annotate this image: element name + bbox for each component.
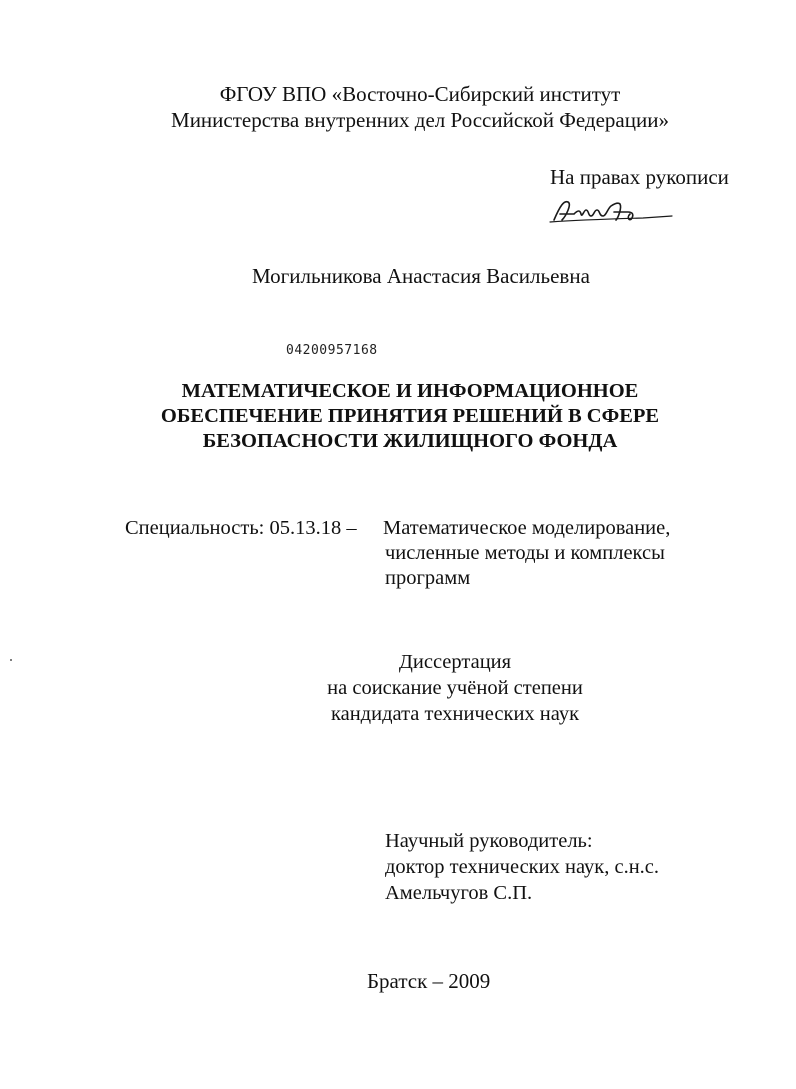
degree-line-3: кандидата технических наук bbox=[330, 703, 580, 725]
title-line-3: БЕЗОПАСНОСТИ ЖИЛИЩНОГО ФОНДА bbox=[202, 430, 618, 452]
city-year: Братск – 2009 bbox=[367, 969, 491, 993]
degree-line-2: на соискание учёной степени bbox=[327, 677, 583, 699]
specialty-line-3: программ bbox=[385, 567, 471, 589]
institution-block bbox=[60, 81, 780, 133]
supervisor-line-1: Научный руководитель: bbox=[385, 830, 593, 852]
title-line-2: ОБЕСПЕЧЕНИЕ ПРИНЯТИЯ РЕШЕНИЙ В СФЕРЕ bbox=[160, 405, 660, 427]
dissertation-title bbox=[60, 379, 760, 454]
institution-line-2: Министерства внутренних дел Российской Федерации» bbox=[171, 108, 669, 132]
supervisor-block bbox=[385, 828, 659, 906]
institution-line-1: ФГОУ ВПО «Восточно-Сибирский институт bbox=[219, 82, 621, 106]
supervisor-line-3: Амельчугов С.П. bbox=[385, 882, 533, 904]
author-name: Могильникова Анастасия Васильевна bbox=[252, 264, 590, 288]
signature-icon bbox=[548, 192, 678, 228]
degree-block bbox=[175, 649, 735, 727]
specialty-label: Специальность: 05.13.18 – bbox=[125, 517, 357, 539]
scan-speck bbox=[10, 659, 12, 661]
title-line-1: МАТЕМАТИЧЕСКОЕ И ИНФОРМАЦИОННОЕ bbox=[181, 380, 639, 402]
document-code: 04200957168 bbox=[286, 343, 378, 358]
supervisor-line-2: доктор технических наук, с.н.с. bbox=[385, 856, 660, 878]
manuscript-note: На правах рукописи bbox=[550, 165, 729, 189]
specialty-line-1: Математическое моделирование, bbox=[383, 517, 671, 539]
degree-line-1: Диссертация bbox=[398, 651, 512, 673]
specialty-line-2: численные методы и комплексы bbox=[385, 542, 665, 564]
